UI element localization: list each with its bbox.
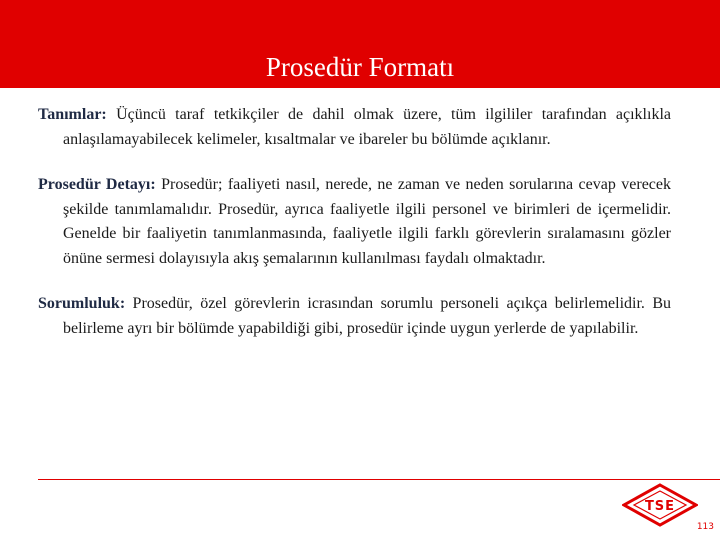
term-label: Sorumluluk: — [38, 295, 126, 312]
page-number: 113 — [696, 522, 714, 532]
paragraph-text: Üçüncü taraf tetkikçiler de dahil olmak üzere, tüm ilgililer tarafından açıklıkla anlaşılamayabilecek kelimeler, kısaltmalar ve ibareler bu bölümde açıklanır. — [63, 106, 671, 148]
paragraph-prosedur-detayi — [38, 173, 671, 271]
term-label: Tanımlar: — [38, 106, 107, 123]
page-title: Prosedür Formatı — [265, 52, 455, 82]
content-area — [38, 103, 671, 362]
paragraph-text: Prosedür; faaliyeti nasıl, nerede, ne zaman ve neden sorularına cevap verecek şekilde tanımlamalıdır. Prosedür, ayrıca faaliyetle ilgili personel ve birimleri de içermelidir. Genelde bir faaliyetin tanımlanmasında, faaliyetle ilgili farklı görevlerin sıralamasını gözler önüne sermesi dolayısıyla akış şemalarının kullanılması faydalı olmaktadır. — [63, 176, 672, 267]
paragraph-sorumluluk — [38, 292, 671, 341]
tse-logo — [622, 483, 698, 527]
paragraph-text: Prosedür, özel görevlerin icrasından sorumlu personeli açıkça belirlemelidir. Bu belirleme ayrı bir bölümde yapabildiği gibi, prosedür içinde uygun yerlerde de yapılabilir. — [63, 295, 671, 337]
paragraph-tanimlar — [38, 103, 671, 152]
svg-text:TSE: TSE — [644, 499, 676, 514]
footer-divider — [38, 479, 720, 480]
title-divider — [0, 88, 720, 91]
term-label: Prosedür Detayı: — [38, 176, 156, 193]
